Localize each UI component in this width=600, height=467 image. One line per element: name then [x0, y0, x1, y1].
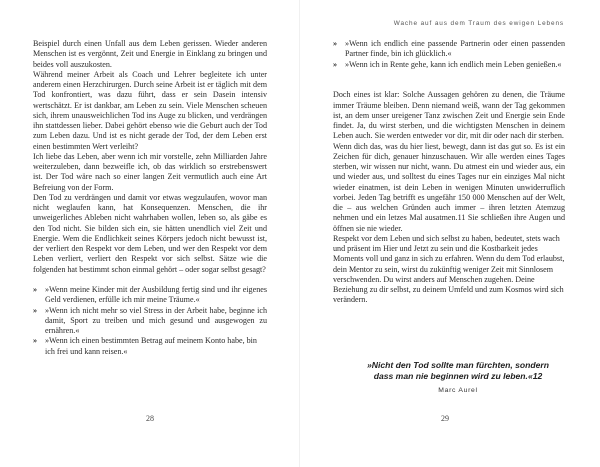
- quote-bullet: [333, 60, 565, 70]
- paragraph: Während meiner Arbeit als Coach und Lehrer begleitete ich unter anderem einen Herzchirurgen. Durch seine Arbeit ist er täglich mit dem Tod konfrontiert, was dazu führt, dass er sein Dasein intensiv wertschätzt. Er ist dankbar, am Leben zu sein. Viele Menschen scheuen sich, ihrem unausweichlichen Tod ins Auge zu blicken, und verdrängen ihn stattdessen lieber. Dabei gehört ebenso wie die Geburt auch der Tod zum Leben dazu. Und ist es nicht gerade der Tod, der dem Leben erst einen bestimmten Wert verleiht?: [33, 69, 267, 151]
- quote-text: »Nicht den Tod sollte man fürchten, sondern dass man nie beginnen wird zu leben.«12: [366, 360, 550, 381]
- paragraph: Doch eines ist klar: Solche Aussagen gehören zu denen, die Träume immer Träume bleiben. Denn niemand weiß, wann der Tag gekommen ist, an dem unser ureigener Tanz zwischen Zeit und Energie sein Ende findet. Ja, du wirst sterben, und die wichtigsten Menschen in deinem Leben auch. Sie werden entweder vor dir, mit dir oder nach dir sterben.: [333, 90, 565, 141]
- right-page: [300, 0, 600, 467]
- bullet-text: »Wenn ich nicht mehr so viel Stress in der Arbeit habe, beginne ich damit, Sport zu treiben und mich gesund und ausgewogen zu ernähren.«: [45, 305, 267, 335]
- page-number-left: 28: [146, 414, 154, 423]
- bullet-text: »Wenn ich einen bestimmten Betrag auf meinem Konto habe, bin ich frei und kann reisen.«: [45, 336, 257, 356]
- bullet-marker: »: [33, 305, 38, 315]
- quote-bullet: [333, 39, 565, 60]
- paragraph: Den Tod zu verdrängen und damit vor etwas wegzulaufen, wovor man nicht weglaufen kann, hat Konsequenzen. Menschen, die ihr unweigerliches Ableben nicht wahrhaben wollen, leben so, als gäbe es den Tod nicht. Sie bilden sich ein, sie hätten unendlich viel Zeit und Energie. Wem die Endlichkeit seines Körpers jedoch nicht bewusst ist, der verliert den Respekt vor dem Leben, und wer den Respekt vor dem Leben verliert, verliert den Respekt vor sich selbst. Sätze wie die folgenden hat bestimmt schon einmal gehört – oder sogar selbst gesagt?: [33, 192, 267, 274]
- left-page: [0, 0, 299, 467]
- bullet-marker: »: [33, 336, 38, 346]
- bullet-text: »Wenn ich in Rente gehe, kann ich endlich mein Leben genießen.«: [345, 59, 562, 69]
- paragraph-spacer: [33, 275, 267, 285]
- paragraph: Beispiel durch einen Unfall aus dem Leben gerissen. Wieder anderen Menschen ist es vergönnt, Zeit und Energie in Einklang zu bringen und beides voll auszukosten.: [33, 39, 267, 69]
- page-number-right: 29: [441, 414, 449, 423]
- right-page-body: [333, 39, 565, 306]
- bullet-text: »Wenn meine Kinder mit der Ausbildung fertig sind und ihr eigenes Geld verdienen, erfülle ich mir meine Träume.«: [45, 285, 267, 305]
- bullet-text: »Wenn ich endlich eine passende Partnerin oder einen passenden Partner finde, bin ich glücklich.«: [345, 39, 565, 59]
- quote-bullet: [33, 285, 267, 306]
- quote-bullet: [33, 306, 267, 337]
- epigraph-quote: [358, 360, 558, 394]
- left-page-body: [33, 39, 267, 357]
- bullet-marker: »: [33, 285, 38, 294]
- quote-bullet: [33, 336, 267, 357]
- paragraph: Respekt vor dem Leben und sich selbst zu haben, bedeutet, stets wach und präsent im Hier und Jetzt zu sein und die Kostbarkeit jedes Moments voll und ganz in sich zu erfahren. Wenn du dem Tod erlaubst, dein Mentor zu sein, wirst du zukünftig weniger Zeit mit Sinnlosem verschwenden. Du wirst anders auf Menschen zugehen. Deine Beziehung zu dir selbst, zu deinem Umfeld und zum Kosmos wird sich verändern.: [333, 233, 565, 305]
- quote-author: Marc Aurel: [438, 387, 478, 394]
- paragraph: Ich liebe das Leben, aber wenn ich mir vorstelle, zehn Milliarden Jahre weiterzuleben, dann bezweifle ich, ob das wirklich so erstrebenswert ist. Der Tod wäre nach so einer langen Zeit vermutlich auch eine Art Befreiung von der Form.: [33, 151, 267, 192]
- bullet-marker: »: [333, 39, 338, 48]
- paragraph: Wenn dich das, was du hier liest, bewegt, dann ist das gut so. Es ist ein Zeichen für dich, genauer hinzuschauen. Wir alle werden eines Tages sterben, wir wissen nur nicht, wann. Du atmest ein und wieder aus, ein und wieder aus, und solltest du eines Tages nur ein einziges Mal nicht wieder einatmen, ist dein Leben in wenigen Minuten unwiderruflich vorbei. Jeden Tag betrifft es ungefähr 150 000 Menschen auf der Welt, die – aus welchen Gründen auch immer – ihren letzten Atemzug nehmen und ein letzes Mal ausatmen.11 Sie schließen ihre Augen und öffnen sie nie wieder.: [333, 141, 565, 233]
- bullet-marker: »: [333, 59, 338, 69]
- paragraph-spacer: [333, 80, 565, 90]
- paragraph-spacer: [333, 70, 565, 80]
- running-head: Wache auf aus dem Traum des ewigen Lebens: [393, 20, 564, 27]
